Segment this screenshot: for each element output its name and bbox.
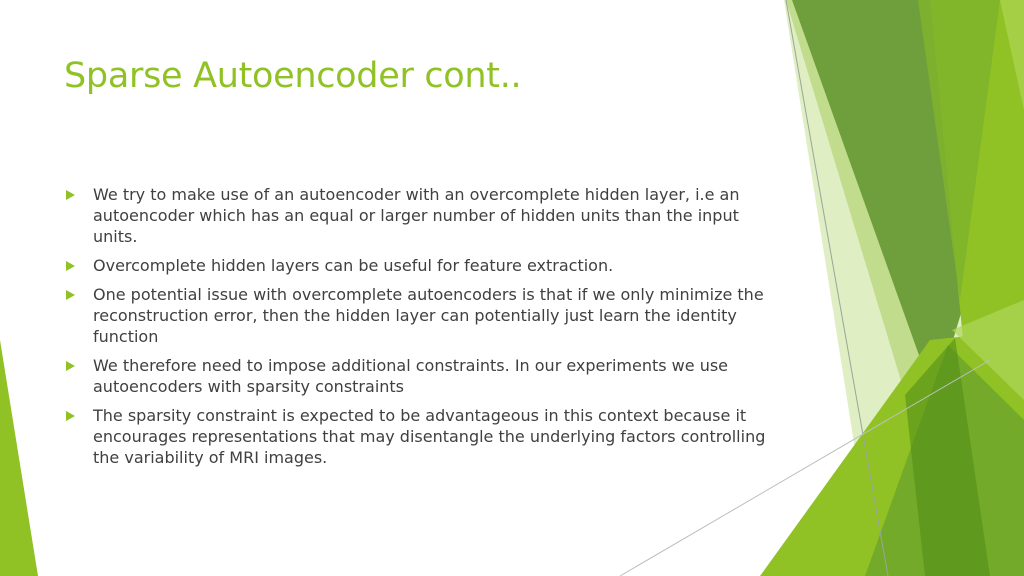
bullet-text: We try to make use of an autoencoder with an overcomplete hidden layer, i.e an autoencoder which has an equal or larger number of hidden units than the input units. — [93, 185, 740, 246]
bullet-item — [64, 255, 776, 276]
triangle-right-icon — [66, 411, 75, 421]
left-edge-facet — [0, 340, 38, 576]
bullet-list — [64, 184, 776, 476]
bullet-item — [64, 405, 776, 468]
bullet-text: Overcomplete hidden layers can be useful for feature extraction. — [93, 256, 614, 275]
bullet-item — [64, 184, 776, 247]
triangle-right-icon — [66, 361, 75, 371]
triangle-right-icon — [66, 261, 75, 271]
bullet-item — [64, 284, 776, 347]
bullet-text: One potential issue with overcomplete autoencoders is that if we only minimize the reconstruction error, then the hidden layer can potentially just learn the identity function — [93, 285, 764, 346]
triangle-right-icon — [66, 190, 75, 200]
bullet-text: The sparsity constraint is expected to be advantageous in this context because it encourages representations that may disentangle the underlying factors controlling the variability of MRI images. — [93, 406, 766, 467]
slide-title: Sparse Autoencoder cont.. — [64, 56, 522, 96]
bullet-item — [64, 355, 776, 397]
bullet-text: We therefore need to impose additional constraints. In our experiments we use autoencoders with sparsity constraints — [93, 356, 729, 396]
triangle-right-icon — [66, 290, 75, 300]
